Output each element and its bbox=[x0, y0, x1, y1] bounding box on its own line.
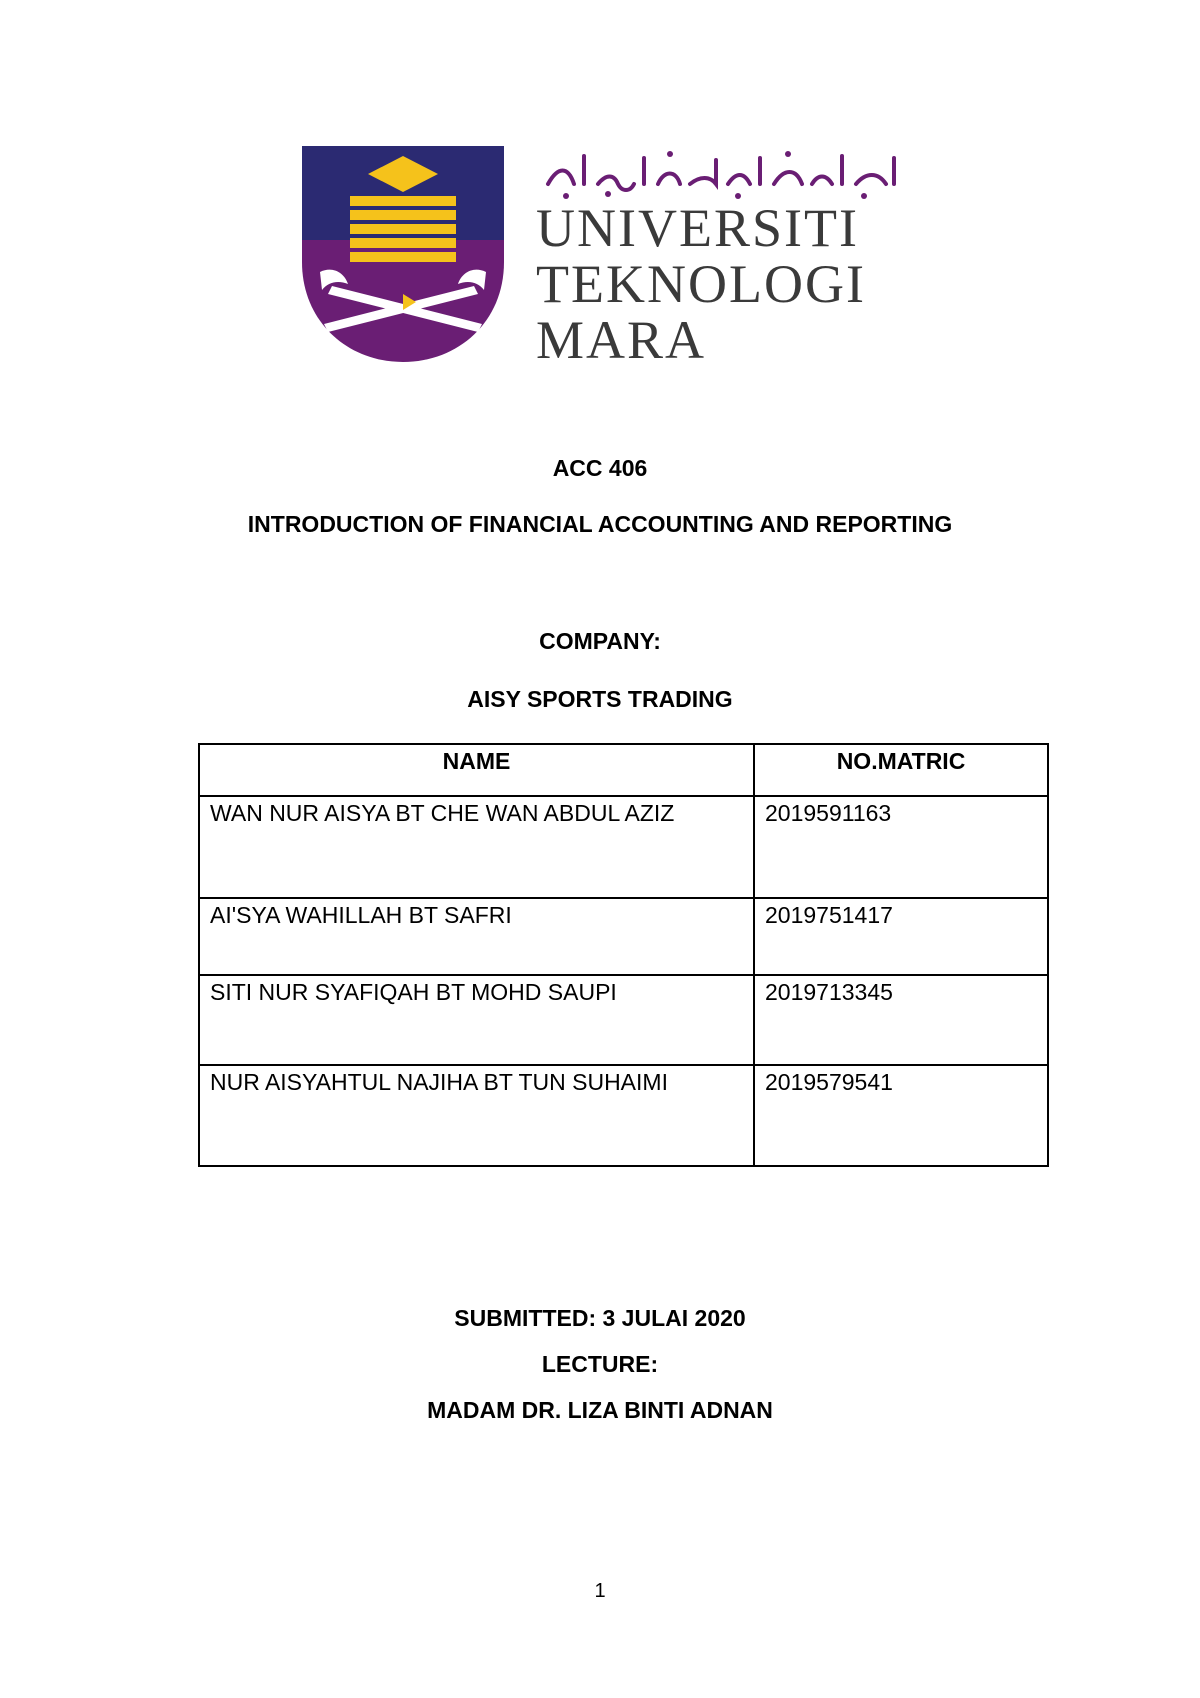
table-row bbox=[199, 1065, 1048, 1166]
company-name: AISY SPORTS TRADING bbox=[467, 686, 733, 712]
university-logo bbox=[298, 144, 910, 366]
member-matric: 2019591163 bbox=[754, 796, 1048, 898]
svg-text:MARA: MARA bbox=[536, 310, 707, 366]
member-name: SITI NUR SYAFIQAH BT MOHD SAUPI bbox=[199, 975, 754, 1065]
member-matric: 2019579541 bbox=[754, 1065, 1048, 1166]
table-header-row bbox=[199, 744, 1048, 796]
member-name: WAN NUR AISYA BT CHE WAN ABDUL AZIZ bbox=[199, 796, 754, 898]
table-row bbox=[199, 975, 1048, 1065]
member-name: AI'SYA WAHILLAH BT SAFRI bbox=[199, 898, 754, 975]
lecturer-name: MADAM DR. LIZA BINTI ADNAN bbox=[427, 1397, 773, 1423]
page-number: 1 bbox=[594, 1580, 606, 1602]
uitm-emblem-icon bbox=[298, 144, 910, 366]
member-matric: 2019751417 bbox=[754, 898, 1048, 975]
svg-text:UNIVERSITI: UNIVERSITI bbox=[536, 198, 859, 258]
svg-text:TEKNOLOGI: TEKNOLOGI bbox=[536, 254, 866, 314]
table-row bbox=[199, 796, 1048, 898]
column-header-name: NAME bbox=[199, 744, 754, 796]
lecture-label: LECTURE: bbox=[541, 1351, 659, 1377]
course-code: ACC 406 bbox=[552, 455, 648, 481]
members-table bbox=[198, 743, 1049, 1167]
submitted-date: SUBMITTED: 3 JULAI 2020 bbox=[454, 1305, 746, 1331]
column-header-matric: NO.MATRIC bbox=[754, 744, 1048, 796]
course-title: INTRODUCTION OF FINANCIAL ACCOUNTING AND REPORTING bbox=[247, 511, 953, 537]
member-matric: 2019713345 bbox=[754, 975, 1048, 1065]
company-label: COMPANY: bbox=[539, 628, 661, 654]
table-row bbox=[199, 898, 1048, 975]
member-name: NUR AISYAHTUL NAJIHA BT TUN SUHAIMI bbox=[199, 1065, 754, 1166]
